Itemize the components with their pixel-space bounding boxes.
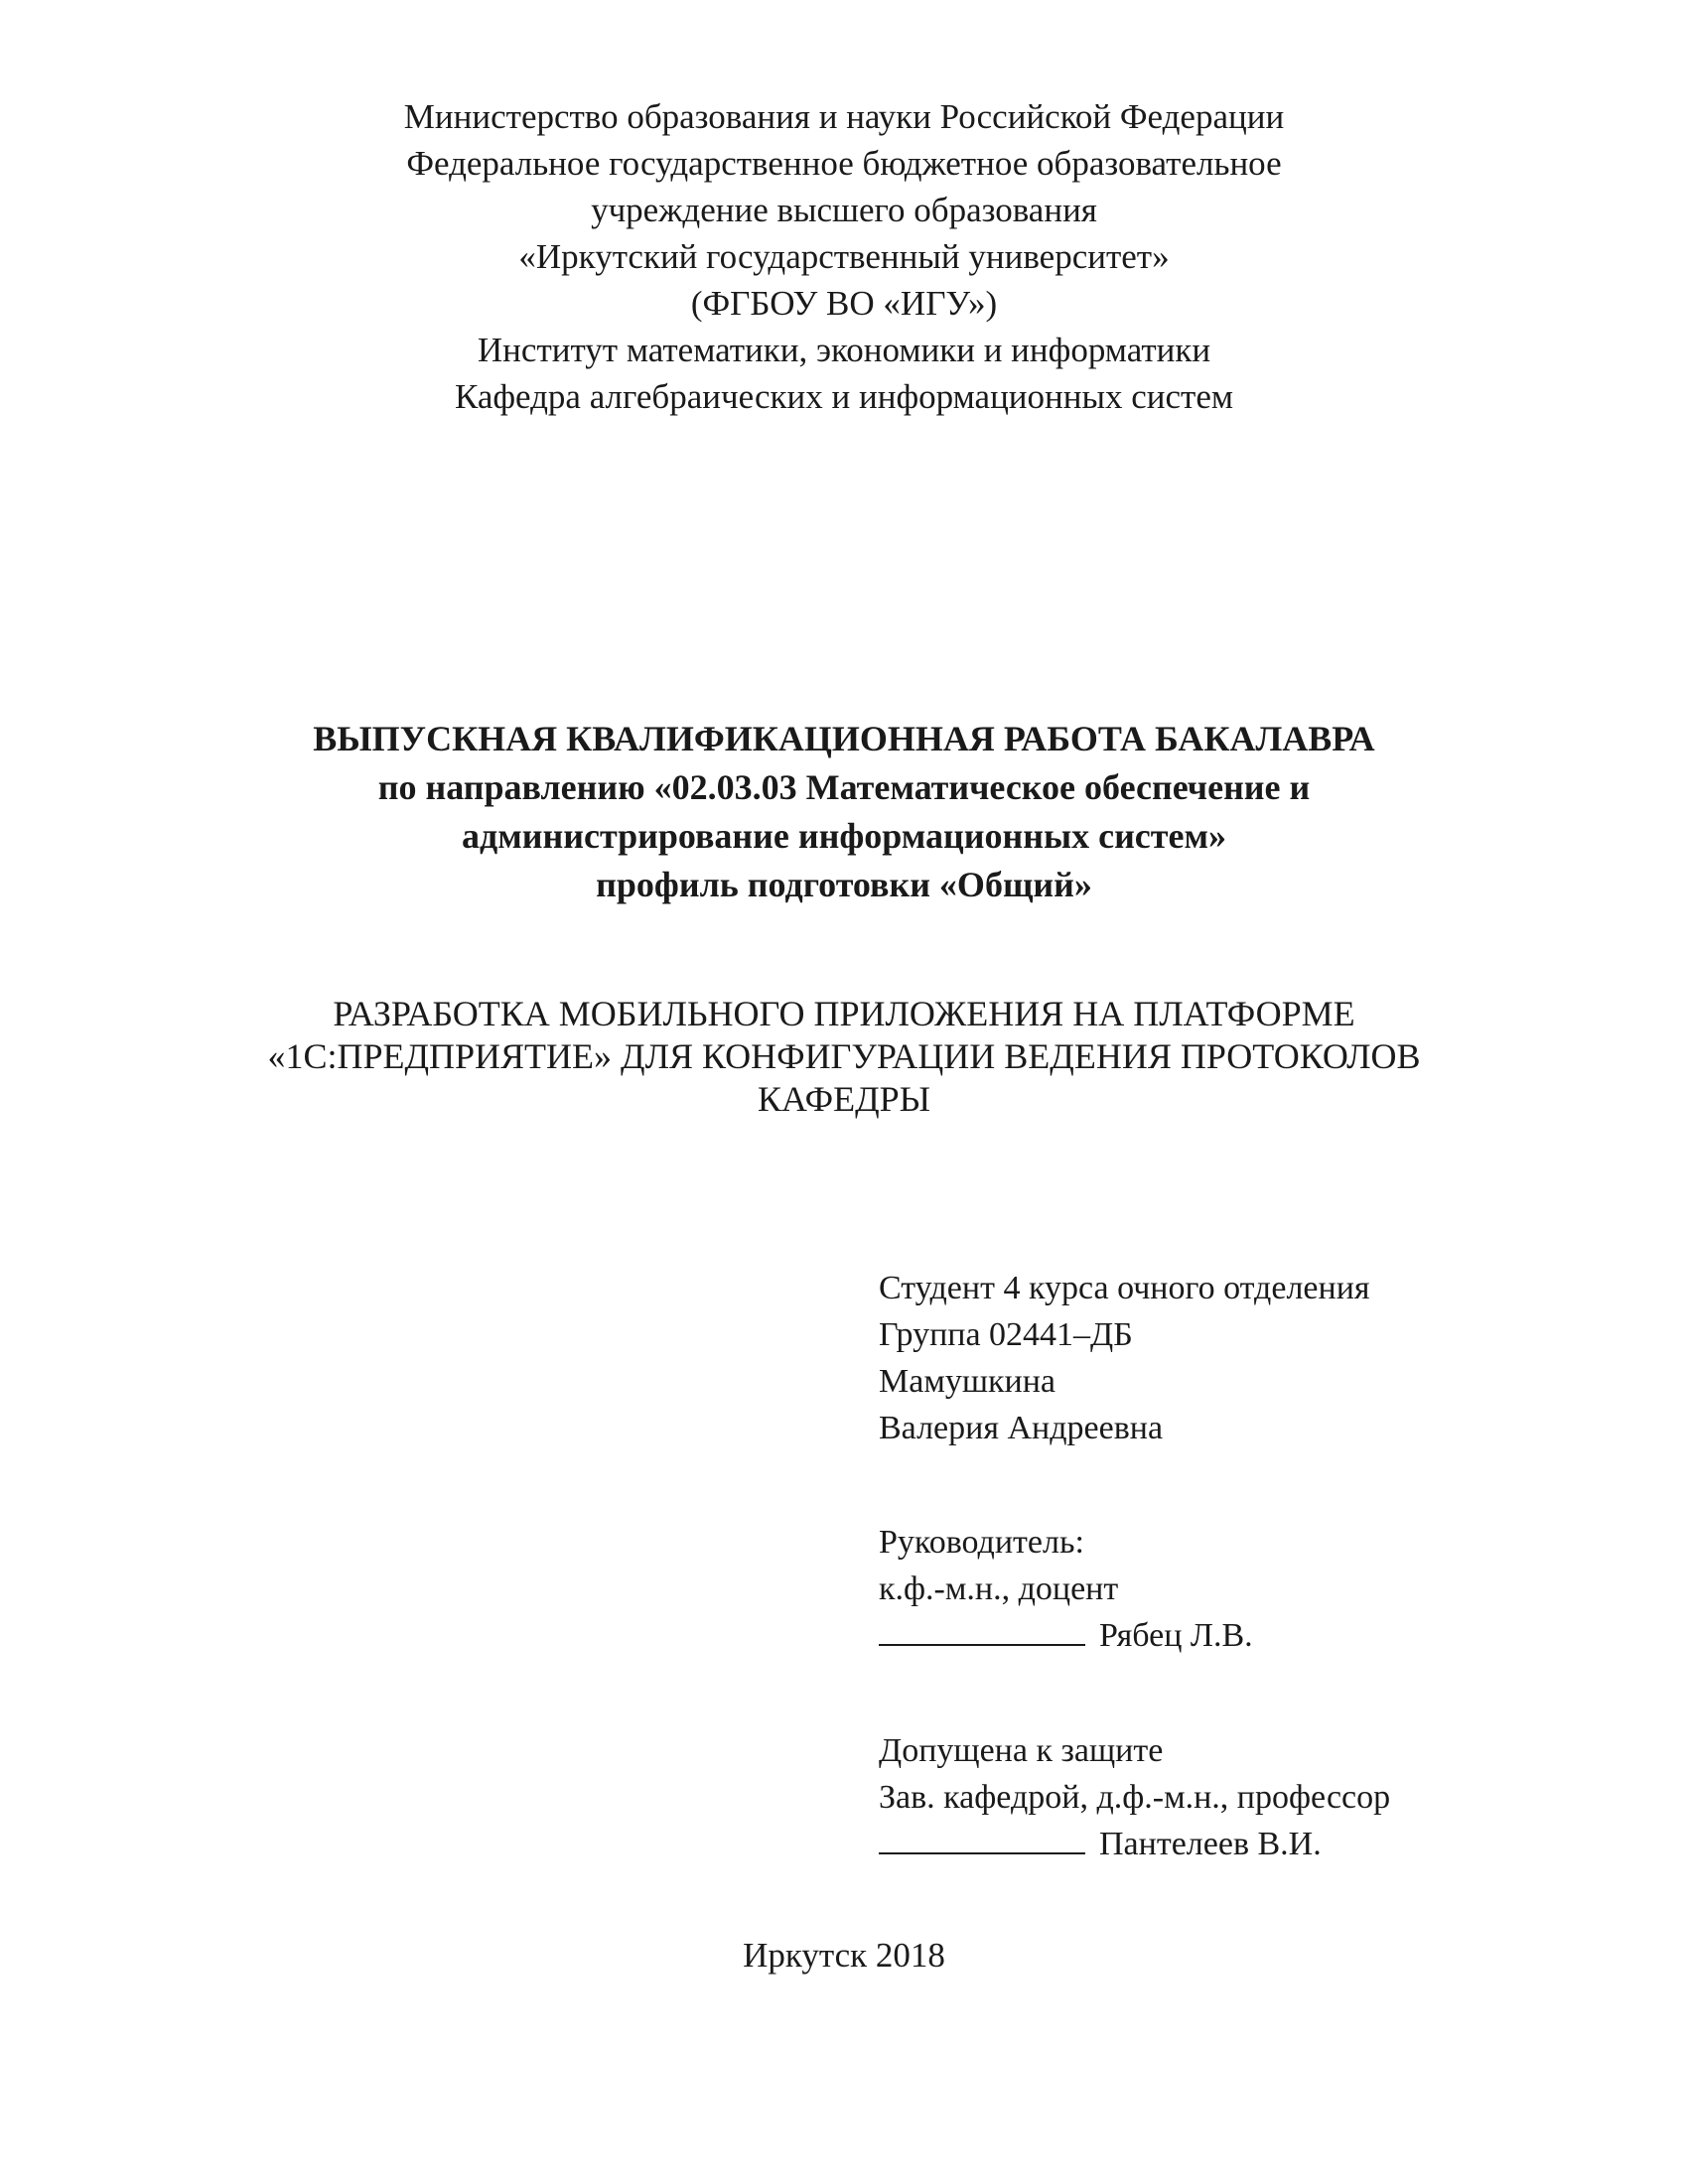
- head-of-department-name: Пантелеев В.И.: [1099, 1826, 1322, 1862]
- signature-line: [879, 1614, 1085, 1646]
- thesis-title-line: «1С:ПРЕДПРИЯТИЕ» ДЛЯ КОНФИГУРАЦИИ ВЕДЕНИЯ ПРОТОКОЛОВ: [267, 1036, 1421, 1076]
- supervisor-signature-row: [879, 1612, 1253, 1659]
- supervisor-role: Руководитель:: [879, 1524, 1084, 1561]
- university-name: «Иркутский государственный университет»: [518, 237, 1170, 276]
- supervisor-name: Рябец Л.В.: [1099, 1617, 1253, 1654]
- admission-info: [879, 1727, 1390, 1867]
- institution-type-line: Федеральное государственное бюджетное образовательное: [406, 144, 1282, 183]
- signature-line: [879, 1823, 1085, 1854]
- student-given-names: Валерия Андреевна: [879, 1410, 1164, 1446]
- training-profile-line: профиль подготовки «Общий»: [596, 865, 1092, 904]
- work-type-block: [0, 715, 1688, 909]
- student-course: Студент 4 курса очного отделения: [879, 1270, 1370, 1306]
- supervisor-degree: к.ф.-м.н., доцент: [879, 1570, 1119, 1607]
- head-signature-row: [879, 1821, 1390, 1867]
- institute-name: Институт математики, экономики и информатики: [477, 331, 1211, 369]
- student-surname: Мамушкина: [879, 1363, 1056, 1400]
- thesis-title: [0, 993, 1688, 1121]
- work-type-heading: ВЫПУСКНАЯ КВАЛИФИКАЦИОННАЯ РАБОТА БАКАЛАВРА: [313, 719, 1375, 758]
- student-info: [879, 1265, 1370, 1451]
- thesis-title-line: КАФЕДРЫ: [757, 1079, 931, 1119]
- institution-type-line-2: учреждение высшего образования: [591, 191, 1097, 229]
- city-year: Иркутск 2018: [743, 1936, 945, 1975]
- supervisor-info: [879, 1519, 1253, 1659]
- ministry-line: Министерство образования и науки Российской Федерации: [403, 97, 1285, 136]
- admission-status: Допущена к защите: [879, 1732, 1164, 1769]
- university-abbreviation: (ФГБОУ ВО «ИГУ»): [690, 284, 998, 323]
- study-direction-line: по направлению «02.03.03 Математическое обеспечение и: [377, 767, 1311, 807]
- study-direction-line-2: администрирование информационных систем»: [462, 816, 1226, 856]
- student-group: Группа 02441–ДБ: [879, 1316, 1133, 1353]
- department-name: Кафедра алгебраических и информационных систем: [454, 377, 1234, 416]
- thesis-title-line: РАЗРАБОТКА МОБИЛЬНОГО ПРИЛОЖЕНИЯ НА ПЛАТФОРМЕ: [333, 994, 1355, 1033]
- head-of-department-position: Зав. кафедрой, д.ф.-м.н., профессор: [879, 1779, 1391, 1816]
- institution-header: [0, 93, 1688, 420]
